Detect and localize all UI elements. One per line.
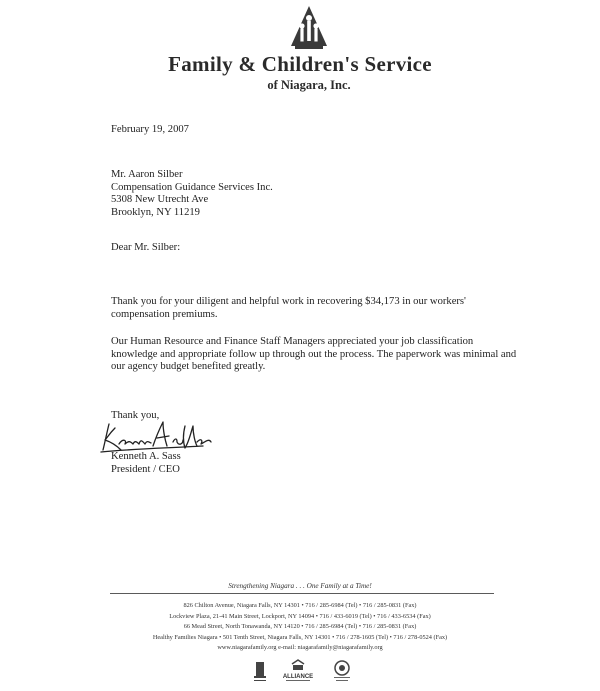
alliance-logo-text: ALLIANCE — [282, 674, 314, 680]
body-paragraph: Thank you for your diligent and helpful work in recovering $34,173 in our workers' compensation premiums. — [111, 296, 466, 320]
handwritten-signature — [99, 416, 219, 454]
footer-address-line: Healthy Families Niagara • 501 Tenth Street, Niagara Falls, NY 14301 • 716 / 278-1605 (Tel) • 716 / 278-0524 (Fax) — [152, 633, 448, 641]
united-way-logo-icon — [254, 662, 266, 681]
footer-web-email: www.niagarafamily.org e-mail: niagarafamily@niagarafamily.org — [217, 644, 383, 651]
footer-tagline: Strengthening Niagara . . . One Family at a Time! — [228, 582, 372, 590]
alliance-logo-icon — [283, 660, 313, 681]
footer-divider — [110, 593, 494, 594]
body-paragraph: Our Human Resource and Finance Staff Managers appreciated your job classification knowledge and appropriate follow up through out the process. The paperwork was minimal and our agency budget benefited greatly. — [111, 336, 517, 373]
partner-logos — [248, 658, 358, 686]
recipient-company: Compensation Guidance Services Inc. — [111, 181, 273, 193]
footer-address-line: 66 Mead Street, North Tonawanda, NY 14120 • 716 / 285-6984 (Tel) • 716 / 285-0831 (Fax) — [183, 623, 417, 630]
recipient-street: 5308 New Utrecht Ave — [111, 194, 209, 206]
agency-seal-logo-icon — [334, 661, 350, 681]
footer-address-line: 826 Chilton Avenue, Niagara Falls, NY 14301 • 716 / 285-6984 (Tel) • 716 / 285-0831 (Fax) — [183, 602, 417, 609]
closing: Thank you, — [111, 410, 160, 421]
footer-address-line: Lockview Plaza, 21-41 Main Street, Lockport, NY 14094 • 716 / 433-6019 (Tel) • 716 / 433-6534 (Fax) — [169, 612, 431, 620]
organization-subtitle: of Niagara, Inc. — [267, 78, 351, 92]
organization-name: Family & Children's Service — [168, 52, 432, 76]
recipient-city: Brooklyn, NY 11219 — [111, 206, 200, 218]
signer-block — [111, 451, 181, 476]
signer-name: Kenneth A. Sass — [111, 451, 181, 462]
salutation: Dear Mr. Silber: — [111, 242, 181, 253]
signer-title: President / CEO — [111, 463, 180, 475]
footer-addresses — [0, 601, 600, 654]
letter-date: February 19, 2007 — [111, 124, 189, 135]
recipient-name: Mr. Aaron Silber — [111, 169, 183, 180]
recipient-address — [111, 169, 273, 219]
family-figures-logo-icon — [289, 6, 329, 50]
